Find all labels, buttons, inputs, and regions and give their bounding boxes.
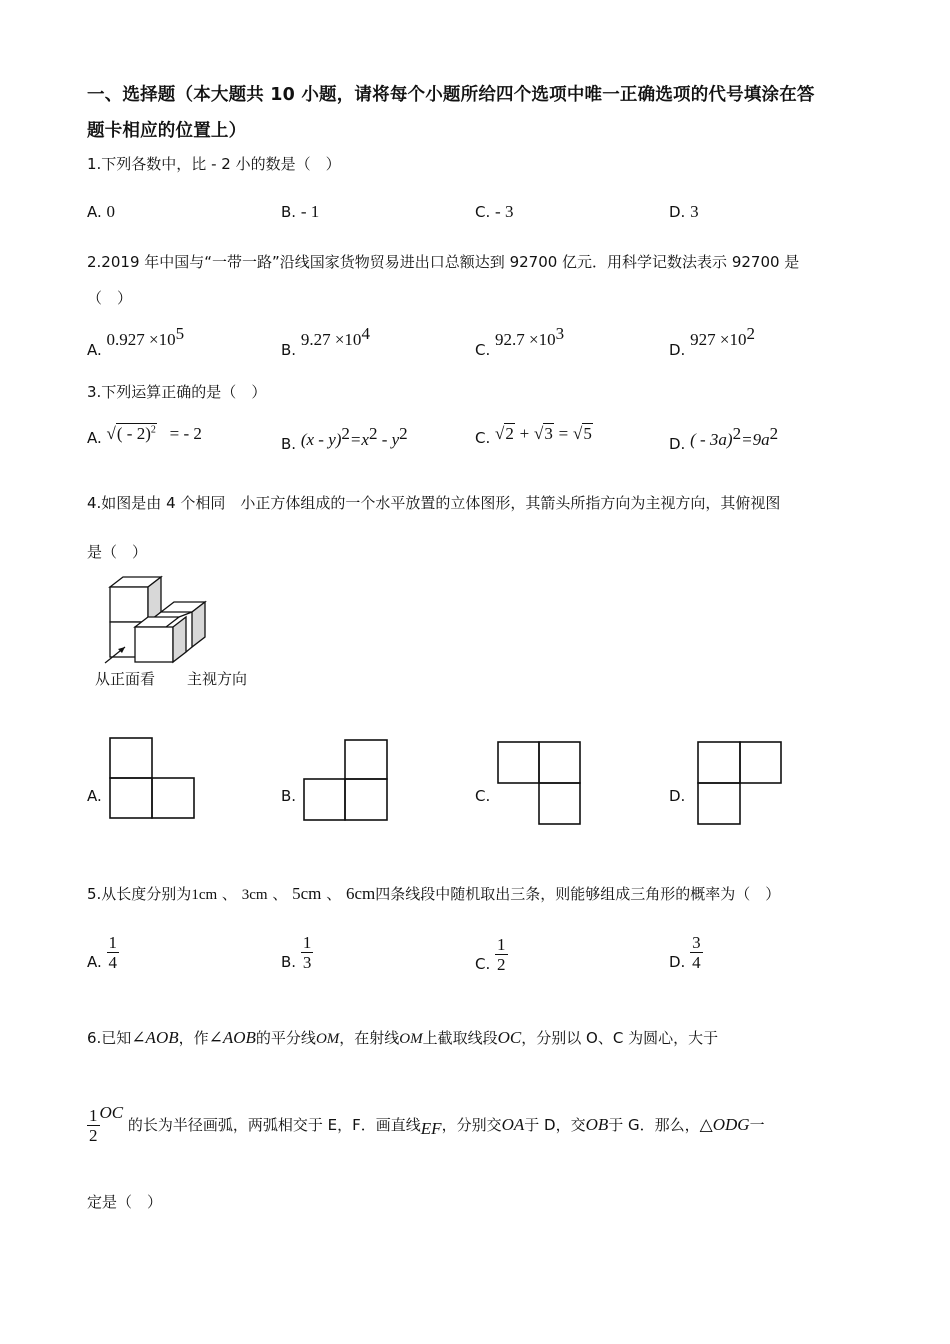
q4-option-a-label[interactable]: A. <box>87 787 102 805</box>
q2-stem: 2.2019 年中国与“一带一路”沿线国家货物贸易进出口总额达到 92700 亿元．用科学记数法表示 92700 是 <box>87 253 800 271</box>
q5-option-d[interactable]: D. $\frac{3}{4}$ <box>669 933 701 972</box>
q3-option-c[interactable]: C. √2 + √3 = √5 <box>475 424 592 447</box>
q5-option-a[interactable]: A. $\frac{1}{4}$ <box>87 933 118 972</box>
q1-option-d[interactable]: D. 3 <box>669 202 699 221</box>
q4-stem-cont: 是（ ） <box>87 543 148 561</box>
q4-caption-main-direction: 主视方向 <box>187 670 248 688</box>
q6-half-fraction: $\frac{1}{2}$ <box>89 1106 98 1145</box>
q5-stem: 5.从长度分别为1cm 、 3cm 、 5cm 、 6cm四条线段中随机取出三条，则能够组成三角形的概率为（ ） <box>87 884 781 903</box>
q3-option-b[interactable]: B. $(x - y)^2=x^2 - y^2$ <box>281 424 408 453</box>
q4-option-a-figure[interactable] <box>109 737 195 819</box>
section-title-cont: 题卡相应的位置上） <box>87 121 247 141</box>
q2-option-c[interactable]: C. $92.7 \times 10^3$ <box>475 324 565 359</box>
q2-stem-cont: （ ） <box>87 289 133 307</box>
q2-option-a[interactable]: A. $0.927 \times 10^5$ <box>87 324 185 359</box>
q1-option-a[interactable]: A. 0 <box>87 202 116 221</box>
q1-stem: 1.下列各数中，比 - 2 小的数是（ ） <box>87 155 341 173</box>
q3-option-a[interactable]: A. √( - 2)$^2$ = - 2 <box>87 424 202 447</box>
q3-stem: 3.下列运算正确的是（ ） <box>87 383 267 401</box>
q6-stem-end: 定是（ ） <box>87 1193 163 1211</box>
q4-option-c-figure[interactable] <box>497 741 583 825</box>
q4-option-b-figure[interactable] <box>303 739 389 821</box>
q2-option-d[interactable]: D. $927 \times 10^2$ <box>669 324 755 359</box>
q5-option-c[interactable]: C. $\frac{1}{2}$ <box>475 935 506 974</box>
q4-caption-front-view: 从正面看 <box>95 670 156 688</box>
q2-option-b[interactable]: B. $9.27 \times 10^4$ <box>281 324 370 359</box>
q5-option-b[interactable]: B. $\frac{1}{3}$ <box>281 933 312 972</box>
q4-stem: 4.如图是由 4 个相同 小正方体组成的一个水平放置的立体图形，其箭头所指方向为主视方向，其俯视图 <box>87 494 781 512</box>
q6-stem: 6.已知∠AOB，作∠AOB的平分线OM，在射线OM上截取线段OC，分别以 O、C 为圆心，大于 <box>87 1028 719 1047</box>
q4-cube-figure <box>95 575 265 665</box>
q4-option-b-label[interactable]: B. <box>281 787 297 805</box>
q3-option-d[interactable]: D. ( - $3a)^2=9a^2$ <box>669 424 779 453</box>
q4-option-c-label[interactable]: C. <box>475 787 491 805</box>
q1-option-b[interactable]: B. - 1 <box>281 202 320 221</box>
q1-option-c[interactable]: C. - 3 <box>475 202 514 221</box>
section-title: 一、选择题（本大题共 10 小题，请将每个小题所给四个选项中唯一正确选项的代号填涂在答 <box>87 85 815 105</box>
q6-stem-cont: $\frac{1}{2}$ OC 的长为半径画弧，两弧相交于 E，F．画直线EF，分别交OA于 D，交OB于 G．那么，△ODG一 <box>89 1103 765 1145</box>
q4-option-d-label[interactable]: D. <box>669 787 686 805</box>
q4-option-d-figure[interactable] <box>697 741 783 825</box>
